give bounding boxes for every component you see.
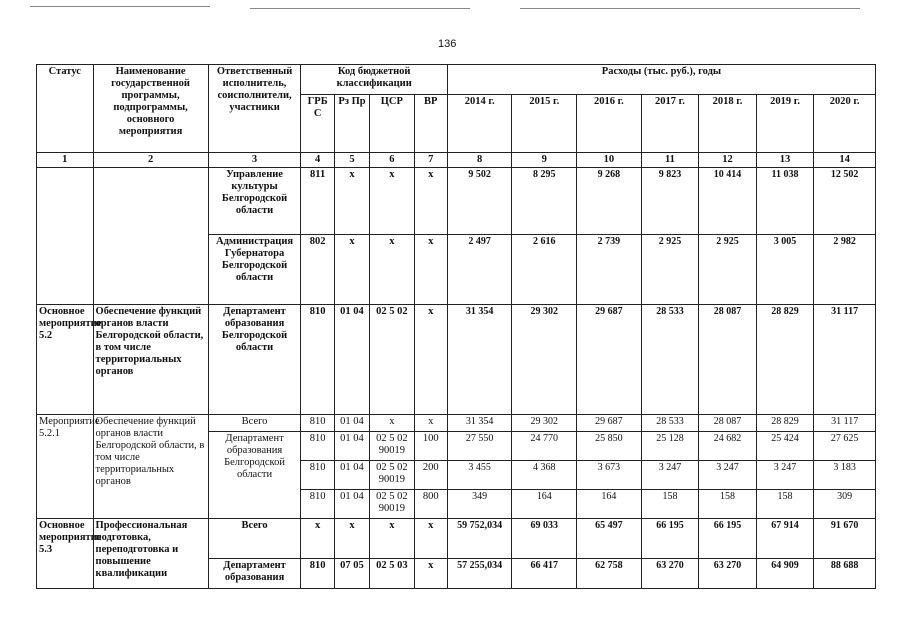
value-cell: 9 502 xyxy=(447,168,512,235)
table-row xyxy=(37,305,876,415)
column-number: 1 xyxy=(37,153,94,168)
value-cell: 29 302 xyxy=(512,305,577,415)
value-cell: 28 533 xyxy=(641,305,699,415)
value-cell: 3 455 xyxy=(447,461,512,490)
value-cell: 63 270 xyxy=(699,559,757,589)
value-cell: 31 117 xyxy=(814,415,876,432)
column-number: 5 xyxy=(334,153,369,168)
grbs-cell: 810 xyxy=(301,559,334,589)
header-code-group: Код бюджетной классификации xyxy=(301,65,447,95)
value-cell: 67 914 xyxy=(756,519,814,559)
column-number: 8 xyxy=(447,153,512,168)
value-cell: 11 038 xyxy=(756,168,814,235)
vr-cell: 800 xyxy=(414,490,447,519)
header-name: Наименование государственной программы, подпрограммы, основного мероприятия xyxy=(93,65,208,153)
value-cell: 3 247 xyxy=(756,461,814,490)
value-cell: 31 117 xyxy=(814,305,876,415)
rz-cell: х xyxy=(334,235,369,305)
header-vr: ВР xyxy=(414,95,447,153)
value-cell: 64 909 xyxy=(756,559,814,589)
value-cell: 158 xyxy=(641,490,699,519)
value-cell: 2 925 xyxy=(641,235,699,305)
value-cell: 3 247 xyxy=(699,461,757,490)
vr-cell: х xyxy=(414,415,447,432)
value-cell: 3 183 xyxy=(814,461,876,490)
rz-cell: 01 04 xyxy=(334,415,369,432)
grbs-cell: 810 xyxy=(301,432,334,461)
column-number: 12 xyxy=(699,153,757,168)
vr-cell: х xyxy=(414,235,447,305)
header-year: 2020 г. xyxy=(814,95,876,153)
rz-cell: 01 04 xyxy=(334,305,369,415)
value-cell: 25 850 xyxy=(577,432,642,461)
value-cell: 66 417 xyxy=(512,559,577,589)
table-row xyxy=(37,519,876,559)
value-cell: 3 005 xyxy=(756,235,814,305)
value-cell: 2 497 xyxy=(447,235,512,305)
budget-table xyxy=(36,64,876,589)
value-cell: 158 xyxy=(756,490,814,519)
name-cell-empty xyxy=(93,168,208,305)
value-cell: 9 268 xyxy=(577,168,642,235)
value-cell: 24 682 xyxy=(699,432,757,461)
column-number: 10 xyxy=(577,153,642,168)
grbs-cell: 810 xyxy=(301,305,334,415)
header-executor: Ответственный исполнитель, соисполнители, участники xyxy=(208,65,301,153)
header-year: 2019 г. xyxy=(756,95,814,153)
value-cell: 69 033 xyxy=(512,519,577,559)
value-cell: 8 295 xyxy=(512,168,577,235)
rz-cell: 07 05 xyxy=(334,559,369,589)
page-number: 136 xyxy=(438,38,457,50)
header-expenses-group: Расходы (тыс. руб.), годы xyxy=(447,65,875,95)
value-cell: 2 616 xyxy=(512,235,577,305)
name-cell: Профессиональная подготовка, переподготовка и повышение квалификации xyxy=(93,519,208,589)
csr-cell: х xyxy=(370,519,414,559)
value-cell: 57 255,034 xyxy=(447,559,512,589)
header-year: 2017 г. xyxy=(641,95,699,153)
value-cell: 28 829 xyxy=(756,415,814,432)
table-row xyxy=(37,168,876,235)
csr-cell: 02 5 02 90019 xyxy=(370,461,414,490)
value-cell: 25 128 xyxy=(641,432,699,461)
column-number: 7 xyxy=(414,153,447,168)
executor-cell: Управление культуры Белгородской области xyxy=(208,168,301,235)
value-cell: 91 670 xyxy=(814,519,876,559)
header-status: Статус xyxy=(37,65,94,153)
value-cell: 66 195 xyxy=(699,519,757,559)
csr-cell: 02 5 02 90019 xyxy=(370,432,414,461)
value-cell: 164 xyxy=(512,490,577,519)
header-year: 2014 г. xyxy=(447,95,512,153)
status-cell: Основное мероприятие 5.3 xyxy=(37,519,94,589)
name-cell: Обеспечение функций органов власти Белгородской области, в том числе территориальных органов xyxy=(93,305,208,415)
grbs-cell: 810 xyxy=(301,415,334,432)
rz-cell: х xyxy=(334,519,369,559)
value-cell: 29 302 xyxy=(512,415,577,432)
header-csr: ЦСР xyxy=(370,95,414,153)
executor-cell: Департамент образования Белгородской области xyxy=(208,432,301,519)
column-number: 3 xyxy=(208,153,301,168)
csr-cell: 02 5 03 xyxy=(370,559,414,589)
header-year: 2018 г. xyxy=(699,95,757,153)
grbs-cell: 810 xyxy=(301,490,334,519)
value-cell: 28 533 xyxy=(641,415,699,432)
name-cell: Обеспечение функций органов власти Белгородской области, в том числе территориальных органов xyxy=(93,415,208,519)
vr-cell: х xyxy=(414,168,447,235)
grbs-cell: 810 xyxy=(301,461,334,490)
header-year: 2015 г. xyxy=(512,95,577,153)
value-cell: 28 087 xyxy=(699,415,757,432)
column-number: 11 xyxy=(641,153,699,168)
header-row-1 xyxy=(37,65,876,95)
grbs-cell: х xyxy=(301,519,334,559)
column-number: 6 xyxy=(370,153,414,168)
value-cell: 9 823 xyxy=(641,168,699,235)
value-cell: 28 087 xyxy=(699,305,757,415)
value-cell: 2 925 xyxy=(699,235,757,305)
value-cell: 2 982 xyxy=(814,235,876,305)
value-cell: 10 414 xyxy=(699,168,757,235)
top-edge-line xyxy=(30,6,210,7)
csr-cell: 02 5 02 90019 xyxy=(370,490,414,519)
value-cell: 3 247 xyxy=(641,461,699,490)
rz-cell: 01 04 xyxy=(334,490,369,519)
value-cell: 4 368 xyxy=(512,461,577,490)
status-cell: Основное мероприятие 5.2 xyxy=(37,305,94,415)
column-numbers-row xyxy=(37,153,876,168)
header-rz: Рз Пр xyxy=(334,95,369,153)
rz-cell: х xyxy=(334,168,369,235)
csr-cell: 02 5 02 xyxy=(370,305,414,415)
value-cell: 164 xyxy=(577,490,642,519)
vr-cell: х xyxy=(414,559,447,589)
executor-cell: Департамент образования xyxy=(208,559,301,589)
value-cell: 27 550 xyxy=(447,432,512,461)
executor-cell: Администрация Губернатора Белгородской области xyxy=(208,235,301,305)
executor-cell: Всего xyxy=(208,415,301,432)
grbs-cell: 811 xyxy=(301,168,334,235)
value-cell: 31 354 xyxy=(447,305,512,415)
grbs-cell: 802 xyxy=(301,235,334,305)
header-year: 2016 г. xyxy=(577,95,642,153)
executor-cell: Департамент образования Белгородской области xyxy=(208,305,301,415)
value-cell: 88 688 xyxy=(814,559,876,589)
rz-cell: 01 04 xyxy=(334,461,369,490)
top-edge-line xyxy=(250,8,470,9)
value-cell: 28 829 xyxy=(756,305,814,415)
value-cell: 24 770 xyxy=(512,432,577,461)
value-cell: 65 497 xyxy=(577,519,642,559)
value-cell: 63 270 xyxy=(641,559,699,589)
value-cell: 25 424 xyxy=(756,432,814,461)
value-cell: 2 739 xyxy=(577,235,642,305)
vr-cell: 100 xyxy=(414,432,447,461)
value-cell: 12 502 xyxy=(814,168,876,235)
column-number: 4 xyxy=(301,153,334,168)
status-cell: Мероприятие 5.2.1 xyxy=(37,415,94,519)
value-cell: 66 195 xyxy=(641,519,699,559)
csr-cell: х xyxy=(370,168,414,235)
rz-cell: 01 04 xyxy=(334,432,369,461)
executor-cell: Всего xyxy=(208,519,301,559)
value-cell: 31 354 xyxy=(447,415,512,432)
value-cell: 29 687 xyxy=(577,305,642,415)
value-cell: 59 752,034 xyxy=(447,519,512,559)
csr-cell: х xyxy=(370,235,414,305)
value-cell: 349 xyxy=(447,490,512,519)
top-edge-line xyxy=(520,8,860,9)
vr-cell: х xyxy=(414,519,447,559)
csr-cell: х xyxy=(370,415,414,432)
header-grbs: ГРБ С xyxy=(301,95,334,153)
column-number: 13 xyxy=(756,153,814,168)
value-cell: 3 673 xyxy=(577,461,642,490)
column-number: 2 xyxy=(93,153,208,168)
value-cell: 27 625 xyxy=(814,432,876,461)
vr-cell: х xyxy=(414,305,447,415)
vr-cell: 200 xyxy=(414,461,447,490)
column-number: 9 xyxy=(512,153,577,168)
status-cell-empty xyxy=(37,168,94,305)
value-cell: 62 758 xyxy=(577,559,642,589)
value-cell: 309 xyxy=(814,490,876,519)
column-number: 14 xyxy=(814,153,876,168)
table-row xyxy=(37,415,876,432)
value-cell: 29 687 xyxy=(577,415,642,432)
value-cell: 158 xyxy=(699,490,757,519)
